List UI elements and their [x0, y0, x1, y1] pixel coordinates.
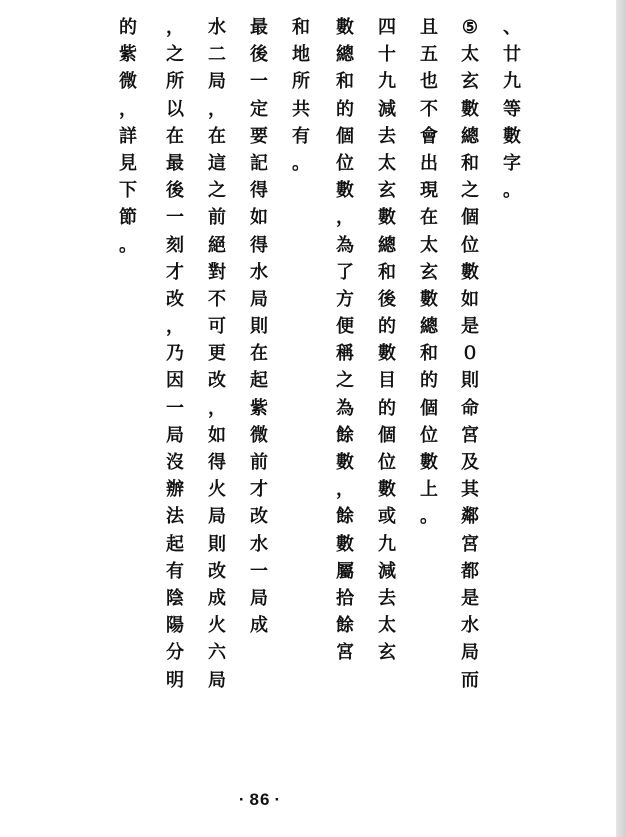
text-char: 數 — [420, 288, 438, 310]
text-char: 紫 — [119, 44, 137, 66]
text-char: 數 — [378, 207, 396, 229]
text-char: 有 — [166, 560, 184, 582]
text-char: 玄 — [461, 71, 479, 93]
text-char: 也 — [420, 71, 438, 93]
text-char: 詳 — [119, 125, 137, 147]
text-char: 數 — [336, 533, 354, 555]
text-char: 以 — [166, 98, 184, 120]
text-char: 太 — [378, 615, 396, 637]
text-char: 是 — [461, 316, 479, 338]
text-char: 個 — [378, 424, 396, 446]
text-char: 去 — [378, 587, 396, 609]
text-char: 起 — [166, 533, 184, 555]
text-char: 數 — [420, 452, 438, 473]
text-char: 玄 — [420, 261, 438, 283]
text-char: 了 — [336, 261, 354, 283]
text-char: 則 — [461, 370, 479, 392]
text-char: 位 — [461, 234, 479, 256]
text-char: 才 — [250, 479, 268, 501]
text-char: 數 — [336, 17, 354, 38]
text-column-3 — [415, 14, 443, 531]
text-char: 為 — [336, 397, 354, 419]
text-char: 總 — [420, 316, 438, 338]
text-char: 水 — [461, 615, 479, 637]
text-char: 而 — [461, 669, 479, 691]
text-char: 稱 — [336, 343, 354, 365]
text-char: 微 — [119, 71, 137, 93]
text-char: 水 — [250, 533, 268, 555]
text-char: ， — [119, 98, 137, 120]
text-char: 的 — [378, 316, 396, 338]
text-char: 總 — [378, 234, 396, 256]
text-char: 二 — [208, 44, 226, 66]
text-char: 前 — [208, 207, 226, 229]
text-char: 最 — [250, 17, 268, 38]
text-char: 玄 — [378, 180, 396, 202]
text-char: 在 — [166, 125, 184, 147]
text-char: 太 — [378, 152, 396, 174]
text-char: 陽 — [166, 615, 184, 637]
text-char: 其 — [461, 479, 479, 501]
text-char: 餘 — [336, 506, 354, 528]
text-char: 在 — [250, 343, 268, 365]
text-char: 上 — [420, 479, 438, 501]
text-char: ， — [166, 17, 184, 38]
text-char: 太 — [461, 44, 479, 66]
text-column-10 — [161, 14, 189, 694]
text-char: 。 — [420, 506, 438, 528]
text-char: 個 — [461, 207, 479, 229]
text-char: 因 — [166, 370, 184, 392]
text-char: 減 — [378, 560, 396, 582]
text-char: 數 — [336, 180, 354, 202]
text-char: 目 — [378, 370, 396, 392]
text-char: 。 — [503, 180, 521, 202]
text-char: 改 — [166, 288, 184, 310]
text-char: 則 — [250, 316, 268, 338]
text-char: 在 — [208, 125, 226, 147]
text-column-1 — [498, 14, 526, 204]
text-char: 玄 — [378, 642, 396, 664]
text-char: 局 — [166, 424, 184, 446]
text-char: 。 — [292, 152, 310, 174]
text-char: 才 — [166, 261, 184, 283]
text-char: 餘 — [336, 615, 354, 637]
text-char: 法 — [166, 506, 184, 528]
text-char: 且 — [420, 17, 438, 38]
text-char: 及 — [461, 452, 479, 473]
page-number-footer — [220, 790, 300, 810]
text-char: 之 — [208, 180, 226, 202]
page-dot-right: · — [274, 790, 282, 809]
text-char: 數 — [336, 452, 354, 473]
text-char: 出 — [420, 152, 438, 174]
text-char: 所 — [292, 71, 310, 93]
text-char: 十 — [378, 44, 396, 66]
text-char: 六 — [208, 642, 226, 664]
page-number: 86 — [249, 790, 271, 809]
text-char: 宮 — [336, 642, 354, 664]
text-char: 位 — [378, 452, 396, 473]
text-char: 局 — [250, 288, 268, 310]
text-char: 一 — [250, 71, 268, 93]
text-char: 對 — [208, 261, 226, 283]
text-char: 成 — [250, 615, 268, 637]
text-char: 一 — [250, 560, 268, 582]
text-char: 記 — [250, 152, 268, 174]
text-char: 個 — [336, 125, 354, 147]
text-char: ， — [166, 316, 184, 338]
text-char: 、 — [503, 17, 521, 38]
text-char: 局 — [208, 506, 226, 528]
text-char: 數 — [461, 261, 479, 283]
text-char: 絕 — [208, 234, 226, 256]
text-char: 為 — [336, 234, 354, 256]
text-char: 總 — [336, 44, 354, 66]
text-char: 局 — [250, 587, 268, 609]
text-char: 數 — [461, 98, 479, 120]
text-char: 命 — [461, 397, 479, 419]
text-char: 一 — [166, 207, 184, 229]
text-char: ， — [208, 98, 226, 120]
text-char: ０ — [461, 343, 479, 365]
text-char: 後 — [378, 288, 396, 310]
text-char: 明 — [166, 669, 184, 691]
text-char: 的 — [420, 370, 438, 392]
text-char: 的 — [119, 17, 137, 38]
text-char: 之 — [461, 180, 479, 202]
text-char: 一 — [166, 397, 184, 419]
text-char: 如 — [461, 288, 479, 310]
text-char: 便 — [336, 316, 354, 338]
text-char: 九 — [378, 71, 396, 93]
text-char: ， — [336, 207, 354, 229]
text-char: 得 — [250, 234, 268, 256]
text-char: 位 — [420, 424, 438, 446]
text-char: 之 — [336, 370, 354, 392]
text-char: 和 — [292, 17, 310, 38]
text-char: 分 — [166, 642, 184, 664]
text-char: 是 — [461, 587, 479, 609]
text-char: 和 — [420, 343, 438, 365]
text-char: ⑤ — [461, 17, 479, 38]
text-char: 紫 — [250, 397, 268, 419]
text-column-2 — [456, 14, 484, 694]
text-char: 如 — [250, 207, 268, 229]
text-char: 得 — [250, 180, 268, 202]
text-char: 可 — [208, 316, 226, 338]
text-char: 後 — [250, 44, 268, 66]
text-column-6 — [287, 14, 315, 177]
text-char: 之 — [166, 44, 184, 66]
page-dot-left: · — [238, 790, 246, 809]
text-char: 不 — [420, 98, 438, 120]
text-char: 地 — [292, 44, 310, 66]
text-char: 數 — [503, 125, 521, 147]
text-char: 減 — [378, 98, 396, 120]
text-char: 現 — [420, 180, 438, 202]
text-char: 所 — [166, 71, 184, 93]
text-char: 局 — [208, 669, 226, 691]
text-char: 個 — [420, 397, 438, 419]
text-char: 沒 — [166, 452, 184, 473]
text-char: 五 — [420, 44, 438, 66]
text-char: 宮 — [461, 533, 479, 555]
text-char: 字 — [503, 152, 521, 174]
text-char: 乃 — [166, 343, 184, 365]
text-char: 和 — [336, 71, 354, 93]
text-char: 火 — [208, 615, 226, 637]
text-column-4 — [373, 14, 401, 667]
text-char: 。 — [119, 234, 137, 256]
text-char: 刻 — [166, 234, 184, 256]
text-char: ， — [336, 479, 354, 501]
text-char: 在 — [420, 207, 438, 229]
text-char: 鄰 — [461, 506, 479, 528]
text-char: 改 — [208, 560, 226, 582]
text-char: 微 — [250, 424, 268, 446]
text-char: 見 — [119, 152, 137, 174]
text-char: 去 — [378, 125, 396, 147]
text-char: 方 — [336, 288, 354, 310]
text-char: 定 — [250, 98, 268, 120]
text-char: 後 — [166, 180, 184, 202]
text-char: 火 — [208, 479, 226, 501]
text-char: 的 — [336, 98, 354, 120]
text-char: 改 — [250, 506, 268, 528]
text-char: 下 — [119, 180, 137, 202]
text-char: 餘 — [336, 424, 354, 446]
text-char: 水 — [250, 261, 268, 283]
text-char: 四 — [378, 17, 396, 38]
text-char: 要 — [250, 125, 268, 147]
text-char: ， — [208, 397, 226, 419]
text-char: 太 — [420, 234, 438, 256]
text-char: 起 — [250, 370, 268, 392]
text-char: 前 — [250, 452, 268, 473]
text-column-5 — [331, 14, 359, 667]
page-edge-shadow — [616, 0, 626, 837]
text-char: 更 — [208, 343, 226, 365]
text-char: 和 — [461, 152, 479, 174]
text-char: 屬 — [336, 560, 354, 582]
text-char: 的 — [378, 397, 396, 419]
text-column-11 — [114, 14, 142, 259]
text-char: 拾 — [336, 587, 354, 609]
text-column-8 — [245, 14, 273, 639]
text-char: 總 — [461, 125, 479, 147]
text-char: 共 — [292, 98, 310, 120]
text-char: 數 — [378, 479, 396, 501]
text-char: 廿 — [503, 44, 521, 66]
text-char: 陰 — [166, 587, 184, 609]
text-char: 或 — [378, 506, 396, 528]
text-column-9 — [203, 14, 231, 694]
text-char: 等 — [503, 98, 521, 120]
text-char: 會 — [420, 125, 438, 147]
text-char: 局 — [208, 71, 226, 93]
text-char: 則 — [208, 533, 226, 555]
text-char: 改 — [208, 370, 226, 392]
text-char: 有 — [292, 125, 310, 147]
text-char: 如 — [208, 424, 226, 446]
text-char: 辦 — [166, 479, 184, 501]
text-char: 和 — [378, 261, 396, 283]
text-char: 位 — [336, 152, 354, 174]
text-char: 節 — [119, 207, 137, 229]
text-char: 水 — [208, 17, 226, 38]
text-char: 不 — [208, 288, 226, 310]
text-char: 這 — [208, 152, 226, 174]
text-char: 都 — [461, 560, 479, 582]
text-char: 九 — [503, 71, 521, 93]
text-char: 得 — [208, 452, 226, 473]
text-char: 最 — [166, 152, 184, 174]
text-char: 成 — [208, 587, 226, 609]
text-char: 局 — [461, 642, 479, 664]
text-char: 數 — [378, 343, 396, 365]
text-char: 九 — [378, 533, 396, 555]
text-char: 宮 — [461, 424, 479, 446]
